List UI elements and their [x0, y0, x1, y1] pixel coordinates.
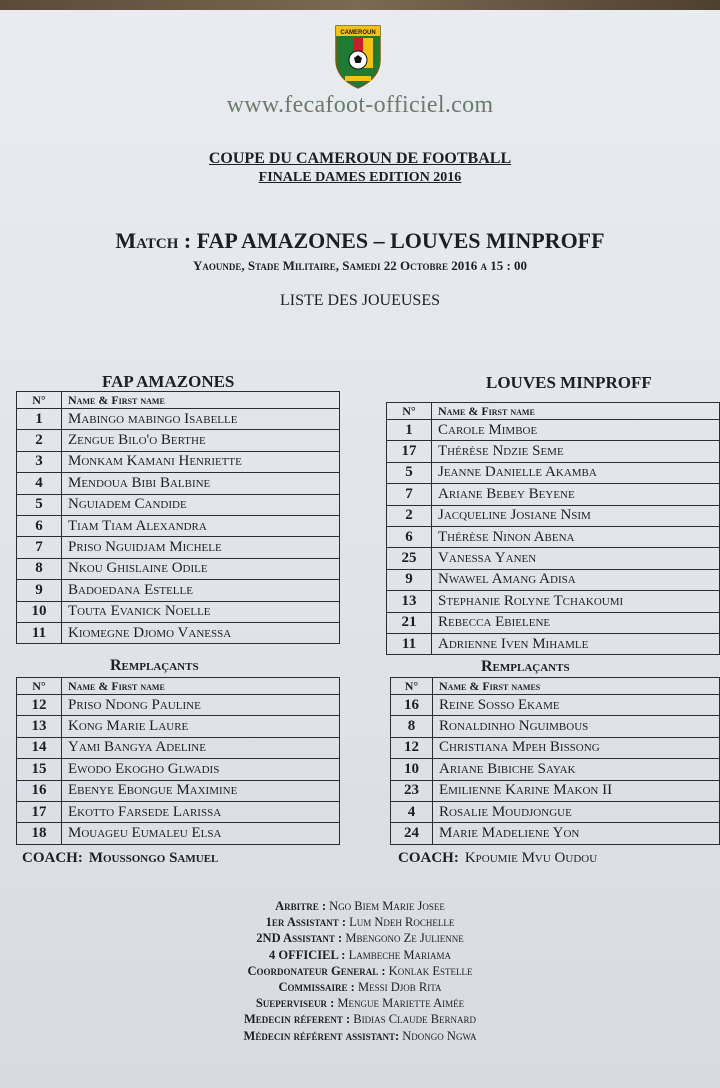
official-line	[0, 1011, 720, 1027]
player-name: Thérèse Ninon Abena	[432, 526, 720, 547]
table-row	[17, 622, 340, 643]
coach-name: Moussongo Samuel	[88, 850, 219, 866]
table-row	[387, 591, 720, 612]
table-row	[391, 823, 720, 844]
table-row	[17, 515, 340, 536]
table-row	[17, 473, 340, 494]
team-b-starters-table	[386, 402, 720, 655]
player-name: Priso Nguidjam Michele	[62, 537, 340, 558]
table-row	[387, 484, 720, 505]
table-row	[387, 526, 720, 547]
table-row	[387, 633, 720, 654]
coach-label: COACH:	[398, 850, 459, 866]
official-name: Mengue Mariette Aimée	[337, 996, 465, 1011]
player-number: 9	[17, 580, 62, 601]
team-b-coach	[398, 850, 597, 867]
document-page	[0, 10, 720, 1088]
official-line	[0, 979, 720, 995]
player-name: Christiana Mpeh Bissong	[433, 737, 720, 758]
player-number: 6	[17, 515, 62, 536]
player-number: 21	[387, 612, 432, 633]
table-row	[391, 801, 720, 822]
table-row	[17, 695, 340, 716]
table-row	[387, 569, 720, 590]
table-header-row	[17, 678, 340, 695]
official-role: Médecin référent assistant:	[243, 1028, 400, 1043]
official-name: Mbengono Ze Julienne	[345, 931, 464, 946]
number-column-header: N°	[387, 403, 432, 420]
player-name: Kong Marie Laure	[62, 716, 340, 737]
table-row	[17, 537, 340, 558]
player-number: 9	[387, 569, 432, 590]
officials-list	[0, 898, 720, 1044]
player-number: 13	[387, 591, 432, 612]
player-number: 2	[387, 505, 432, 526]
player-number: 6	[387, 526, 432, 547]
player-number: 11	[387, 633, 432, 654]
official-line	[0, 995, 720, 1011]
table-row	[17, 737, 340, 758]
player-number: 5	[17, 494, 62, 515]
player-name: Touta Evanick Noelle	[62, 601, 340, 622]
player-name: Adrienne Iven Mihamle	[432, 633, 720, 654]
logo-text: CAMEROUN	[340, 30, 376, 36]
table-row	[17, 451, 340, 472]
player-name: Thérèse Ndzie Seme	[432, 441, 720, 462]
match-title: Match : FAP AMAZONES – LOUVES MINPROFF	[115, 228, 605, 253]
table-row	[391, 716, 720, 737]
player-name: Nwawel Amang Adisa	[432, 569, 720, 590]
player-number: 17	[387, 441, 432, 462]
player-name: Nguiadem Candide	[62, 494, 340, 515]
official-role: Arbitre :	[275, 899, 326, 913]
table-row	[17, 601, 340, 622]
player-name: Nkou Ghislaine Odile	[62, 558, 340, 579]
team-b-name: LOUVES MINPROFF	[486, 373, 652, 392]
table-row	[387, 505, 720, 526]
player-number: 25	[387, 548, 432, 569]
edition-title: FINALE DAMES EDITION 2016	[258, 170, 462, 185]
table-row	[391, 759, 720, 780]
official-line	[0, 930, 720, 946]
player-name: Ronaldinho Nguimbous	[433, 716, 720, 737]
player-number: 18	[17, 823, 62, 844]
table-row	[387, 548, 720, 569]
table-row	[17, 759, 340, 780]
match-venue-date: Yaounde, Stade Militaire, Samedi 22 Octobre 2016 a 15 : 00	[192, 258, 528, 273]
name-column-header: Name & First names	[433, 678, 720, 695]
official-name: Konlak Estelle	[388, 963, 473, 978]
player-number: 23	[391, 780, 433, 801]
table-row	[17, 801, 340, 822]
player-number: 12	[391, 737, 433, 758]
player-number: 4	[391, 801, 433, 822]
table-row	[17, 409, 340, 430]
player-number: 24	[391, 823, 433, 844]
official-role: Coordonateur General :	[247, 963, 386, 978]
name-column-header: Name & First name	[432, 403, 720, 420]
table-header-row	[387, 403, 720, 420]
players-list-title: LISTE DES JOUEUSES	[279, 292, 440, 309]
top-background-strip	[0, 0, 720, 10]
player-name: Badoedana Estelle	[62, 580, 340, 601]
team-a-name: FAP AMAZONES	[102, 372, 235, 391]
number-column-header: N°	[17, 678, 62, 695]
number-column-header: N°	[17, 392, 62, 409]
player-number: 7	[17, 537, 62, 558]
table-row	[17, 716, 340, 737]
name-column-header: Name & First name	[62, 392, 340, 409]
player-number: 17	[17, 801, 62, 822]
player-name: Ebenye Ebongue Maximine	[62, 780, 340, 801]
player-name: Zengue Bilo'o Berthe	[62, 430, 340, 451]
player-name: Kiomegne Djomo Vanessa	[62, 622, 340, 643]
name-column-header: Name & First name	[62, 678, 340, 695]
player-name: Stephanie Rolyne Tchakoumi	[432, 591, 720, 612]
official-role: Commissaire :	[278, 980, 355, 995]
official-role: Medecin réferent :	[243, 1012, 351, 1027]
player-name: Yami Bangya Adeline	[62, 737, 340, 758]
player-name: Ariane Bebey Beyene	[432, 484, 720, 505]
competition-title: COUPE DU CAMEROUN DE FOOTBALL	[208, 150, 512, 167]
player-name: Mendoua Bibi Balbine	[62, 473, 340, 494]
player-number: 13	[17, 716, 62, 737]
player-number: 10	[391, 759, 433, 780]
player-name: Mabingo mabingo Isabelle	[62, 409, 340, 430]
table-row	[387, 612, 720, 633]
player-name: Carole Mimboe	[432, 420, 720, 441]
official-name: Lambeche Mariama	[348, 947, 451, 962]
number-column-header: N°	[391, 678, 433, 695]
player-name: Ekotto Farsede Larissa	[62, 801, 340, 822]
coach-name: Kpoumie Mvu Oudou	[464, 850, 598, 866]
player-number: 1	[17, 409, 62, 430]
official-line	[0, 1028, 720, 1044]
table-row	[17, 494, 340, 515]
official-name: Ndongo Ngwa	[402, 1028, 477, 1043]
player-name: Mouageu Eumaleu Elsa	[62, 823, 340, 844]
website-url: www.fecafoot-officiel.com	[226, 92, 494, 118]
coach-label: COACH:	[22, 850, 83, 866]
table-row	[387, 462, 720, 483]
player-name: Monkam Kamani Henriette	[62, 451, 340, 472]
player-name: Marie Madeliene Yon	[433, 823, 720, 844]
team-b-subs-title: Remplaçants	[481, 658, 570, 675]
official-name: Bidias Claude Bernard	[353, 1012, 477, 1027]
player-name: Tiam Tiam Alexandra	[62, 515, 340, 536]
player-number: 10	[17, 601, 62, 622]
player-name: Ewodo Ekogho Glwadis	[62, 759, 340, 780]
player-name: Vanessa Yanen	[432, 548, 720, 569]
player-name: Emilienne Karine Makon II	[433, 780, 720, 801]
table-header-row	[391, 678, 720, 695]
player-number: 4	[17, 473, 62, 494]
player-number: 8	[391, 716, 433, 737]
player-number: 16	[391, 695, 433, 716]
official-role: 1er Assistant :	[265, 915, 346, 930]
player-number: 16	[17, 780, 62, 801]
table-row	[387, 420, 720, 441]
official-name: Ngo Biem Marie Josee	[329, 899, 445, 913]
player-number: 5	[387, 462, 432, 483]
official-line	[0, 898, 720, 914]
player-name: Priso Ndong Pauline	[62, 695, 340, 716]
player-name: Rebecca Ebielene	[432, 612, 720, 633]
table-row	[17, 430, 340, 451]
official-name: Messi Djob Rita	[357, 980, 442, 995]
player-name: Rosalie Moudjongue	[433, 801, 720, 822]
player-number: 8	[17, 558, 62, 579]
table-row	[391, 737, 720, 758]
official-line	[0, 947, 720, 963]
player-name: Jacqueline Josiane Nsim	[432, 505, 720, 526]
fecafoot-logo	[333, 20, 383, 90]
table-row	[17, 823, 340, 844]
table-row	[17, 558, 340, 579]
player-name: Ariane Bibiche Sayak	[433, 759, 720, 780]
team-b-subs-table	[390, 677, 720, 845]
official-line	[0, 963, 720, 979]
table-header-row	[17, 392, 340, 409]
table-row	[17, 780, 340, 801]
player-name: Jeanne Danielle Akamba	[432, 462, 720, 483]
player-number: 12	[17, 695, 62, 716]
player-number: 14	[17, 737, 62, 758]
official-role: 2ND Assistant :	[256, 931, 343, 946]
player-number: 7	[387, 484, 432, 505]
official-line	[0, 914, 720, 930]
player-number: 11	[17, 622, 62, 643]
team-a-subs-table	[16, 677, 340, 845]
table-row	[17, 580, 340, 601]
table-row	[387, 441, 720, 462]
team-a-subs-title: Remplaçants	[110, 657, 199, 674]
player-name: Reine Sosso Ekame	[433, 695, 720, 716]
official-role: Sueperviseur :	[255, 996, 335, 1011]
player-number: 1	[387, 420, 432, 441]
table-row	[391, 780, 720, 801]
table-row	[391, 695, 720, 716]
player-number: 15	[17, 759, 62, 780]
official-name: Lum Ndeh Rochelle	[349, 915, 455, 930]
team-a-coach	[22, 850, 218, 867]
player-number: 3	[17, 451, 62, 472]
player-number: 2	[17, 430, 62, 451]
team-a-starters-table	[16, 391, 340, 644]
official-role: 4 OFFICIEL :	[269, 947, 346, 962]
